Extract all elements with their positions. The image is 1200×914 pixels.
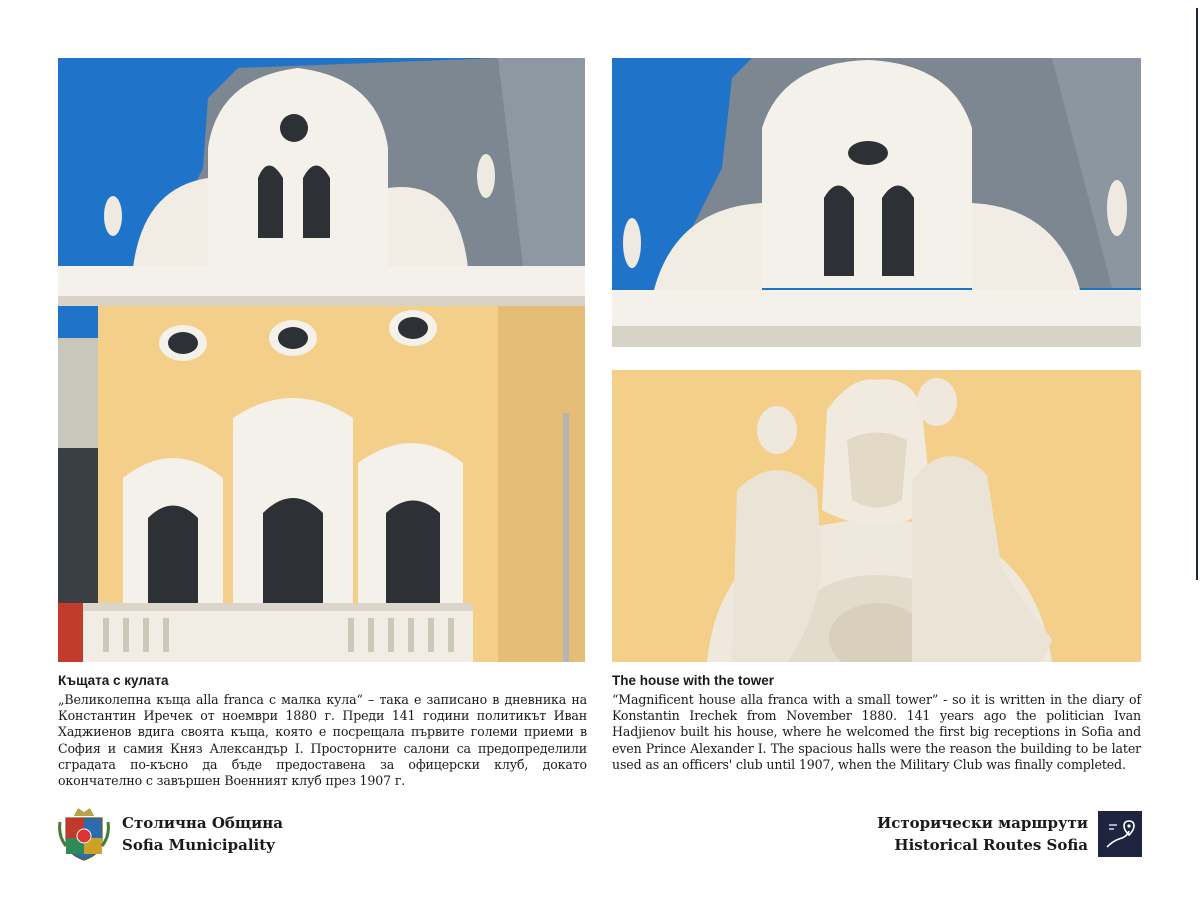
edge-bar: [1196, 8, 1198, 580]
caption-english: [612, 672, 1141, 773]
routes-block: [877, 810, 1142, 858]
photo-dormer-detail: [612, 58, 1141, 347]
photo-sculpture-detail: [612, 370, 1141, 662]
caption-title-en: The house with the tower: [612, 673, 775, 688]
routes-name-en: Historical Routes Sofia: [894, 836, 1088, 854]
route-map-pin-icon: [1098, 811, 1142, 857]
municipality-name-bg: Столична Община: [122, 814, 283, 832]
caption-title-bg: Къщата с кулата: [58, 673, 169, 688]
municipality-block: [58, 804, 283, 864]
caption-bulgarian: [58, 672, 587, 789]
sofia-coat-of-arms-icon: [58, 806, 110, 862]
caption-text-en: “Magnificent house alla franca with a small tower” - so it is written in the diary of Konstantin Irechek from November 1880. 141 years ago the politician Ivan Hadjienov built his house, where he welcomed the first big receptions in Sofia and even Prince Alexander I. The spacious halls were the reason the building to be later used as an officers' club until 1907, when the Military Club was finally completed.: [612, 692, 1141, 772]
caption-text-bg: „Великолепна къща alla franca с малка кула“ – така е записано в дневника на Константин Иречек от ноември 1880 г. Преди 141 години политикът Иван Хаджиенов вдига своята къща, която е посрещала първите големи приеми в София и самия Княз Александър I. Просторните салони са предопределили сградата по-късно да бъде предоставена за офицерски клуб, докато окончателно с завършен Военният клуб през 1907 г.: [58, 692, 587, 789]
photo-house-facade: [58, 58, 585, 662]
municipality-name-en: Sofia Municipality: [122, 836, 275, 854]
routes-name-bg: Исторически маршрути: [877, 814, 1088, 832]
